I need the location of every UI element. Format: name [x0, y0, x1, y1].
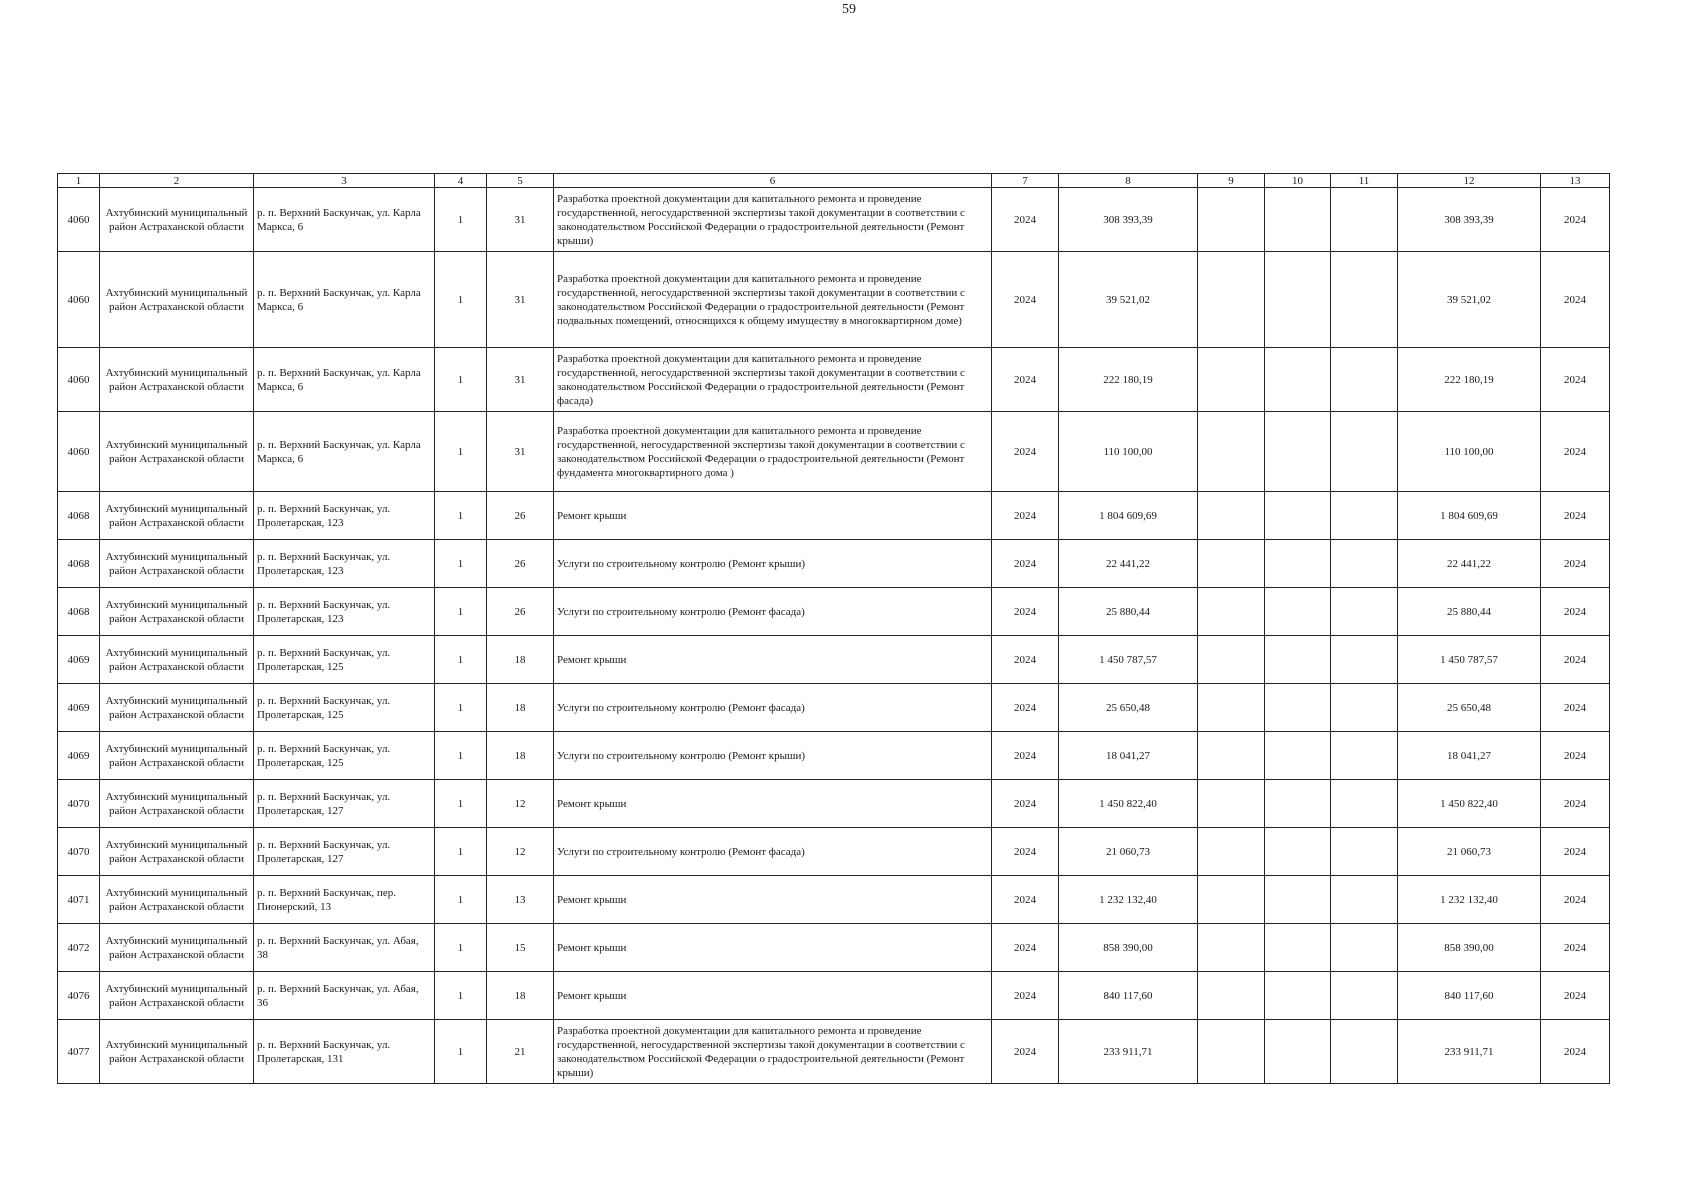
total-cost-cell: 25 650,48 [1059, 684, 1198, 732]
column-number-row [58, 174, 1610, 188]
row-number-cell: 4068 [58, 540, 100, 588]
column-header: 10 [1265, 174, 1331, 188]
col12-cost-cell: 25 880,44 [1398, 588, 1541, 636]
row-number-cell: 4060 [58, 348, 100, 412]
row-number-cell: 4069 [58, 684, 100, 732]
col5-cell: 13 [487, 876, 554, 924]
col13-year-cell: 2024 [1541, 412, 1610, 492]
col12-cost-cell: 39 521,02 [1398, 252, 1541, 348]
table-row [58, 412, 1610, 492]
table-row [58, 828, 1610, 876]
address-cell: р. п. Верхний Баскунчак, ул. Пролетарская, 123 [254, 540, 435, 588]
col9-cell [1198, 780, 1265, 828]
address-cell: р. п. Верхний Баскунчак, ул. Пролетарская, 127 [254, 780, 435, 828]
year-cell: 2024 [992, 972, 1059, 1020]
col11-cell [1331, 1020, 1398, 1084]
col10-cell [1265, 732, 1331, 780]
work-type-cell: Ремонт крыши [554, 492, 992, 540]
col12-cost-cell: 25 650,48 [1398, 684, 1541, 732]
district-cell: Ахтубинский муниципальный район Астраханской области [100, 412, 254, 492]
col10-cell [1265, 636, 1331, 684]
district-cell: Ахтубинский муниципальный район Астраханской области [100, 972, 254, 1020]
district-cell: Ахтубинский муниципальный район Астраханской области [100, 636, 254, 684]
district-cell: Ахтубинский муниципальный район Астраханской области [100, 492, 254, 540]
col5-cell: 26 [487, 492, 554, 540]
row-number-cell: 4071 [58, 876, 100, 924]
district-cell: Ахтубинский муниципальный район Астраханской области [100, 540, 254, 588]
col13-year-cell: 2024 [1541, 588, 1610, 636]
col9-cell [1198, 188, 1265, 252]
work-type-cell: Ремонт крыши [554, 780, 992, 828]
col9-cell [1198, 924, 1265, 972]
address-cell: р. п. Верхний Баскунчак, ул. Пролетарская, 127 [254, 828, 435, 876]
year-cell: 2024 [992, 540, 1059, 588]
col10-cell [1265, 1020, 1331, 1084]
col5-cell: 31 [487, 348, 554, 412]
col5-cell: 31 [487, 412, 554, 492]
col4-cell: 1 [435, 780, 487, 828]
table-row [58, 588, 1610, 636]
district-cell: Ахтубинский муниципальный район Астраханской области [100, 1020, 254, 1084]
address-cell: р. п. Верхний Баскунчак, ул. Пролетарская, 123 [254, 492, 435, 540]
col5-cell: 15 [487, 924, 554, 972]
col12-cost-cell: 1 450 822,40 [1398, 780, 1541, 828]
year-cell: 2024 [992, 1020, 1059, 1084]
table-row [58, 252, 1610, 348]
table-row [58, 540, 1610, 588]
column-header: 13 [1541, 174, 1610, 188]
row-number-cell: 4069 [58, 732, 100, 780]
col11-cell [1331, 972, 1398, 1020]
col10-cell [1265, 972, 1331, 1020]
row-number-cell: 4070 [58, 780, 100, 828]
col9-cell [1198, 252, 1265, 348]
year-cell: 2024 [992, 588, 1059, 636]
year-cell: 2024 [992, 492, 1059, 540]
year-cell: 2024 [992, 732, 1059, 780]
col11-cell [1331, 252, 1398, 348]
table-row [58, 492, 1610, 540]
column-header: 4 [435, 174, 487, 188]
col5-cell: 21 [487, 1020, 554, 1084]
row-number-cell: 4069 [58, 636, 100, 684]
table-row [58, 876, 1610, 924]
total-cost-cell: 308 393,39 [1059, 188, 1198, 252]
col9-cell [1198, 540, 1265, 588]
col11-cell [1331, 732, 1398, 780]
col13-year-cell: 2024 [1541, 780, 1610, 828]
work-type-cell: Разработка проектной документации для капитального ремонта и проведение государственной, негосударственной экспертизы такой документации в соответствии с законодательством Российской Федерации о градостроительной деятельности (Ремонт подвальных помещений, относящихся к общему имуществу в многоквартирном доме) [554, 252, 992, 348]
col11-cell [1331, 636, 1398, 684]
work-type-cell: Услуги по строительному контролю (Ремонт крыши) [554, 732, 992, 780]
year-cell: 2024 [992, 924, 1059, 972]
total-cost-cell: 1 232 132,40 [1059, 876, 1198, 924]
address-cell: р. п. Верхний Баскунчак, ул. Пролетарская, 131 [254, 1020, 435, 1084]
district-cell: Ахтубинский муниципальный район Астраханской области [100, 780, 254, 828]
col12-cost-cell: 1 450 787,57 [1398, 636, 1541, 684]
work-type-cell: Разработка проектной документации для капитального ремонта и проведение государственной, негосударственной экспертизы такой документации в соответствии с законодательством Российской Федерации о градостроительной деятельности (Ремонт крыши) [554, 188, 992, 252]
address-cell: р. п. Верхний Баскунчак, ул. Пролетарская, 125 [254, 732, 435, 780]
col13-year-cell: 2024 [1541, 636, 1610, 684]
total-cost-cell: 233 911,71 [1059, 1020, 1198, 1084]
address-cell: р. п. Верхний Баскунчак, ул. Абая, 36 [254, 972, 435, 1020]
col10-cell [1265, 492, 1331, 540]
col12-cost-cell: 1 232 132,40 [1398, 876, 1541, 924]
table-row [58, 972, 1610, 1020]
col10-cell [1265, 588, 1331, 636]
table-body [58, 188, 1610, 1084]
work-type-cell: Разработка проектной документации для капитального ремонта и проведение государственной, негосударственной экспертизы такой документации в соответствии с законодательством Российской Федерации о градостроительной деятельности (Ремонт фундамента многоквартирного дома ) [554, 412, 992, 492]
col13-year-cell: 2024 [1541, 492, 1610, 540]
col10-cell [1265, 684, 1331, 732]
col4-cell: 1 [435, 540, 487, 588]
col9-cell [1198, 972, 1265, 1020]
col9-cell [1198, 636, 1265, 684]
col13-year-cell: 2024 [1541, 1020, 1610, 1084]
total-cost-cell: 1 450 787,57 [1059, 636, 1198, 684]
total-cost-cell: 25 880,44 [1059, 588, 1198, 636]
col10-cell [1265, 348, 1331, 412]
address-cell: р. п. Верхний Баскунчак, ул. Карла Маркса, 6 [254, 348, 435, 412]
capital-repair-table [57, 173, 1610, 1084]
col9-cell [1198, 492, 1265, 540]
col5-cell: 26 [487, 588, 554, 636]
col9-cell [1198, 412, 1265, 492]
col9-cell [1198, 684, 1265, 732]
col9-cell [1198, 1020, 1265, 1084]
column-header: 6 [554, 174, 992, 188]
total-cost-cell: 858 390,00 [1059, 924, 1198, 972]
total-cost-cell: 39 521,02 [1059, 252, 1198, 348]
year-cell: 2024 [992, 780, 1059, 828]
col10-cell [1265, 540, 1331, 588]
column-header: 5 [487, 174, 554, 188]
row-number-cell: 4070 [58, 828, 100, 876]
row-number-cell: 4060 [58, 188, 100, 252]
col5-cell: 18 [487, 732, 554, 780]
col13-year-cell: 2024 [1541, 252, 1610, 348]
address-cell: р. п. Верхний Баскунчак, ул. Абая, 38 [254, 924, 435, 972]
total-cost-cell: 21 060,73 [1059, 828, 1198, 876]
total-cost-cell: 1 804 609,69 [1059, 492, 1198, 540]
table-row [58, 348, 1610, 412]
district-cell: Ахтубинский муниципальный район Астраханской области [100, 732, 254, 780]
col12-cost-cell: 21 060,73 [1398, 828, 1541, 876]
table-row [58, 684, 1610, 732]
col10-cell [1265, 876, 1331, 924]
year-cell: 2024 [992, 684, 1059, 732]
total-cost-cell: 222 180,19 [1059, 348, 1198, 412]
district-cell: Ахтубинский муниципальный район Астраханской области [100, 876, 254, 924]
col4-cell: 1 [435, 876, 487, 924]
col13-year-cell: 2024 [1541, 876, 1610, 924]
col12-cost-cell: 110 100,00 [1398, 412, 1541, 492]
column-header: 8 [1059, 174, 1198, 188]
col10-cell [1265, 780, 1331, 828]
col5-cell: 18 [487, 636, 554, 684]
address-cell: р. п. Верхний Баскунчак, пер. Пионерский, 13 [254, 876, 435, 924]
work-type-cell: Разработка проектной документации для капитального ремонта и проведение государственной, негосударственной экспертизы такой документации в соответствии с законодательством Российской Федерации о градостроительной деятельности (Ремонт фасада) [554, 348, 992, 412]
work-type-cell: Ремонт крыши [554, 924, 992, 972]
col4-cell: 1 [435, 1020, 487, 1084]
work-type-cell: Ремонт крыши [554, 972, 992, 1020]
work-type-cell: Разработка проектной документации для капитального ремонта и проведение государственной, негосударственной экспертизы такой документации в соответствии с законодательством Российской Федерации о градостроительной деятельности (Ремонт крыши) [554, 1020, 992, 1084]
address-cell: р. п. Верхний Баскунчак, ул. Карла Маркса, 6 [254, 252, 435, 348]
table-row [58, 924, 1610, 972]
address-cell: р. п. Верхний Баскунчак, ул. Пролетарская, 123 [254, 588, 435, 636]
col12-cost-cell: 18 041,27 [1398, 732, 1541, 780]
col5-cell: 31 [487, 188, 554, 252]
col9-cell [1198, 348, 1265, 412]
work-type-cell: Услуги по строительному контролю (Ремонт фасада) [554, 588, 992, 636]
col11-cell [1331, 492, 1398, 540]
col4-cell: 1 [435, 188, 487, 252]
district-cell: Ахтубинский муниципальный район Астраханской области [100, 588, 254, 636]
col13-year-cell: 2024 [1541, 188, 1610, 252]
col4-cell: 1 [435, 412, 487, 492]
district-cell: Ахтубинский муниципальный район Астраханской области [100, 188, 254, 252]
row-number-cell: 4060 [58, 412, 100, 492]
work-type-cell: Услуги по строительному контролю (Ремонт фасада) [554, 684, 992, 732]
row-number-cell: 4068 [58, 492, 100, 540]
col4-cell: 1 [435, 732, 487, 780]
col4-cell: 1 [435, 252, 487, 348]
district-cell: Ахтубинский муниципальный район Астраханской области [100, 828, 254, 876]
row-number-cell: 4077 [58, 1020, 100, 1084]
table-row [58, 780, 1610, 828]
col13-year-cell: 2024 [1541, 348, 1610, 412]
col5-cell: 31 [487, 252, 554, 348]
year-cell: 2024 [992, 188, 1059, 252]
col11-cell [1331, 780, 1398, 828]
column-header: 3 [254, 174, 435, 188]
work-type-cell: Ремонт крыши [554, 636, 992, 684]
col11-cell [1331, 348, 1398, 412]
column-header: 9 [1198, 174, 1265, 188]
total-cost-cell: 840 117,60 [1059, 972, 1198, 1020]
col5-cell: 12 [487, 828, 554, 876]
col4-cell: 1 [435, 684, 487, 732]
column-header: 12 [1398, 174, 1541, 188]
page-number: 59 [842, 2, 856, 17]
col12-cost-cell: 858 390,00 [1398, 924, 1541, 972]
col10-cell [1265, 828, 1331, 876]
col10-cell [1265, 924, 1331, 972]
row-number-cell: 4072 [58, 924, 100, 972]
district-cell: Ахтубинский муниципальный район Астраханской области [100, 252, 254, 348]
year-cell: 2024 [992, 828, 1059, 876]
col11-cell [1331, 188, 1398, 252]
year-cell: 2024 [992, 348, 1059, 412]
col11-cell [1331, 684, 1398, 732]
col13-year-cell: 2024 [1541, 972, 1610, 1020]
year-cell: 2024 [992, 412, 1059, 492]
total-cost-cell: 22 441,22 [1059, 540, 1198, 588]
total-cost-cell: 1 450 822,40 [1059, 780, 1198, 828]
col10-cell [1265, 188, 1331, 252]
col12-cost-cell: 222 180,19 [1398, 348, 1541, 412]
col4-cell: 1 [435, 588, 487, 636]
work-type-cell: Услуги по строительному контролю (Ремонт фасада) [554, 828, 992, 876]
col11-cell [1331, 828, 1398, 876]
col11-cell [1331, 540, 1398, 588]
col12-cost-cell: 1 804 609,69 [1398, 492, 1541, 540]
col13-year-cell: 2024 [1541, 924, 1610, 972]
work-type-cell: Услуги по строительному контролю (Ремонт крыши) [554, 540, 992, 588]
col9-cell [1198, 732, 1265, 780]
address-cell: р. п. Верхний Баскунчак, ул. Карла Маркса, 6 [254, 188, 435, 252]
col5-cell: 18 [487, 972, 554, 1020]
col11-cell [1331, 588, 1398, 636]
row-number-cell: 4076 [58, 972, 100, 1020]
table-row [58, 732, 1610, 780]
address-cell: р. п. Верхний Баскунчак, ул. Пролетарская, 125 [254, 636, 435, 684]
col13-year-cell: 2024 [1541, 684, 1610, 732]
col10-cell [1265, 252, 1331, 348]
table-row [58, 188, 1610, 252]
total-cost-cell: 18 041,27 [1059, 732, 1198, 780]
col4-cell: 1 [435, 828, 487, 876]
col4-cell: 1 [435, 636, 487, 684]
col11-cell [1331, 924, 1398, 972]
col11-cell [1331, 876, 1398, 924]
col5-cell: 12 [487, 780, 554, 828]
col4-cell: 1 [435, 924, 487, 972]
col13-year-cell: 2024 [1541, 540, 1610, 588]
col5-cell: 18 [487, 684, 554, 732]
address-cell: р. п. Верхний Баскунчак, ул. Пролетарская, 125 [254, 684, 435, 732]
col12-cost-cell: 22 441,22 [1398, 540, 1541, 588]
table-row [58, 1020, 1610, 1084]
col13-year-cell: 2024 [1541, 828, 1610, 876]
row-number-cell: 4068 [58, 588, 100, 636]
district-cell: Ахтубинский муниципальный район Астраханской области [100, 348, 254, 412]
table-row [58, 636, 1610, 684]
col9-cell [1198, 588, 1265, 636]
col10-cell [1265, 412, 1331, 492]
year-cell: 2024 [992, 876, 1059, 924]
address-cell: р. п. Верхний Баскунчак, ул. Карла Маркса, 6 [254, 412, 435, 492]
row-number-cell: 4060 [58, 252, 100, 348]
col5-cell: 26 [487, 540, 554, 588]
district-cell: Ахтубинский муниципальный район Астраханской области [100, 684, 254, 732]
total-cost-cell: 110 100,00 [1059, 412, 1198, 492]
col4-cell: 1 [435, 972, 487, 1020]
year-cell: 2024 [992, 636, 1059, 684]
column-header: 7 [992, 174, 1059, 188]
col12-cost-cell: 308 393,39 [1398, 188, 1541, 252]
work-type-cell: Ремонт крыши [554, 876, 992, 924]
year-cell: 2024 [992, 252, 1059, 348]
col9-cell [1198, 828, 1265, 876]
col9-cell [1198, 876, 1265, 924]
col4-cell: 1 [435, 348, 487, 412]
column-header: 11 [1331, 174, 1398, 188]
col12-cost-cell: 840 117,60 [1398, 972, 1541, 1020]
column-header: 2 [100, 174, 254, 188]
col11-cell [1331, 412, 1398, 492]
col12-cost-cell: 233 911,71 [1398, 1020, 1541, 1084]
col13-year-cell: 2024 [1541, 732, 1610, 780]
col4-cell: 1 [435, 492, 487, 540]
column-header: 1 [58, 174, 100, 188]
district-cell: Ахтубинский муниципальный район Астраханской области [100, 924, 254, 972]
